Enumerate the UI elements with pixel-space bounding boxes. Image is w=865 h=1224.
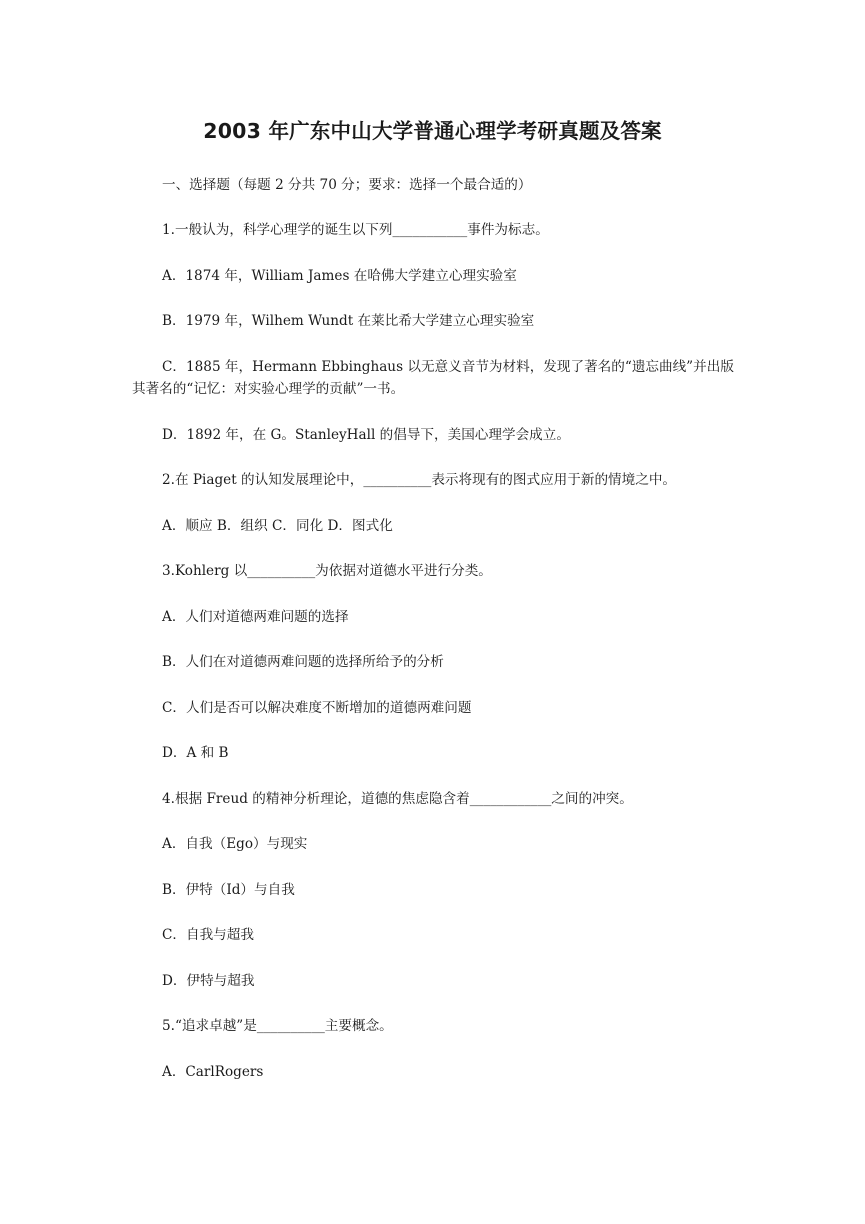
- question-3-option-c: C．人们是否可以解决难度不断增加的道德两难问题: [162, 700, 472, 716]
- question-3-option-a: A．人们对道德两难问题的选择: [162, 609, 349, 625]
- question-3-option-d: D．A 和 B: [162, 745, 229, 761]
- section-heading: 一、选择题（每题 2 分共 70 分；要求：选择一个最合适的）: [162, 177, 532, 193]
- question-1-option-b: B．1979 年，Wilhem Wundt 在莱比希大学建立心理实验室: [162, 313, 535, 329]
- question-1-option-d: D．1892 年，在 G。StanleyHall 的倡导下，美国心理学会成立。: [162, 427, 570, 443]
- question-2-options: A．顺应 B．组织 C．同化 D．图式化: [162, 518, 393, 534]
- question-4: 4.根据 Freud 的精神分析理论，道德的焦虑隐含着____________之间的冲突。: [162, 791, 633, 807]
- document-title: 2003 年广东中山大学普通心理学考研真题及答案: [203, 119, 662, 143]
- question-3-option-b: B．人们在对道德两难问题的选择所给予的分析: [162, 654, 444, 670]
- question-1-option-c: C．1885 年，Hermann Ebbinghaus 以无意义音节为材料，发现了著名的“遗忘曲线”并出版其著名的“记忆：对实验心理学的贡献”一书。: [132, 359, 734, 397]
- question-3: 3.Kohlerg 以__________为依据对道德水平进行分类。: [162, 563, 492, 579]
- question-4-option-c: C．自我与超我: [162, 927, 254, 943]
- question-5: 5.“追求卓越”是__________主要概念。: [162, 1018, 393, 1034]
- question-2: 2.在 Piaget 的认知发展理论中，__________表示将现有的图式应用于新的情境之中。: [162, 472, 677, 488]
- question-5-option-a: A．CarlRogers: [162, 1064, 264, 1080]
- question-1: 1.一般认为，科学心理学的诞生以下列___________事件为标志。: [162, 222, 549, 238]
- question-1-option-a: A．1874 年，William James 在哈佛大学建立心理实验室: [162, 268, 517, 284]
- question-4-option-d: D．伊特与超我: [162, 973, 255, 989]
- question-4-option-a: A．自我（Ego）与现实: [162, 836, 308, 852]
- question-4-option-b: B．伊特（Id）与自我: [162, 882, 295, 898]
